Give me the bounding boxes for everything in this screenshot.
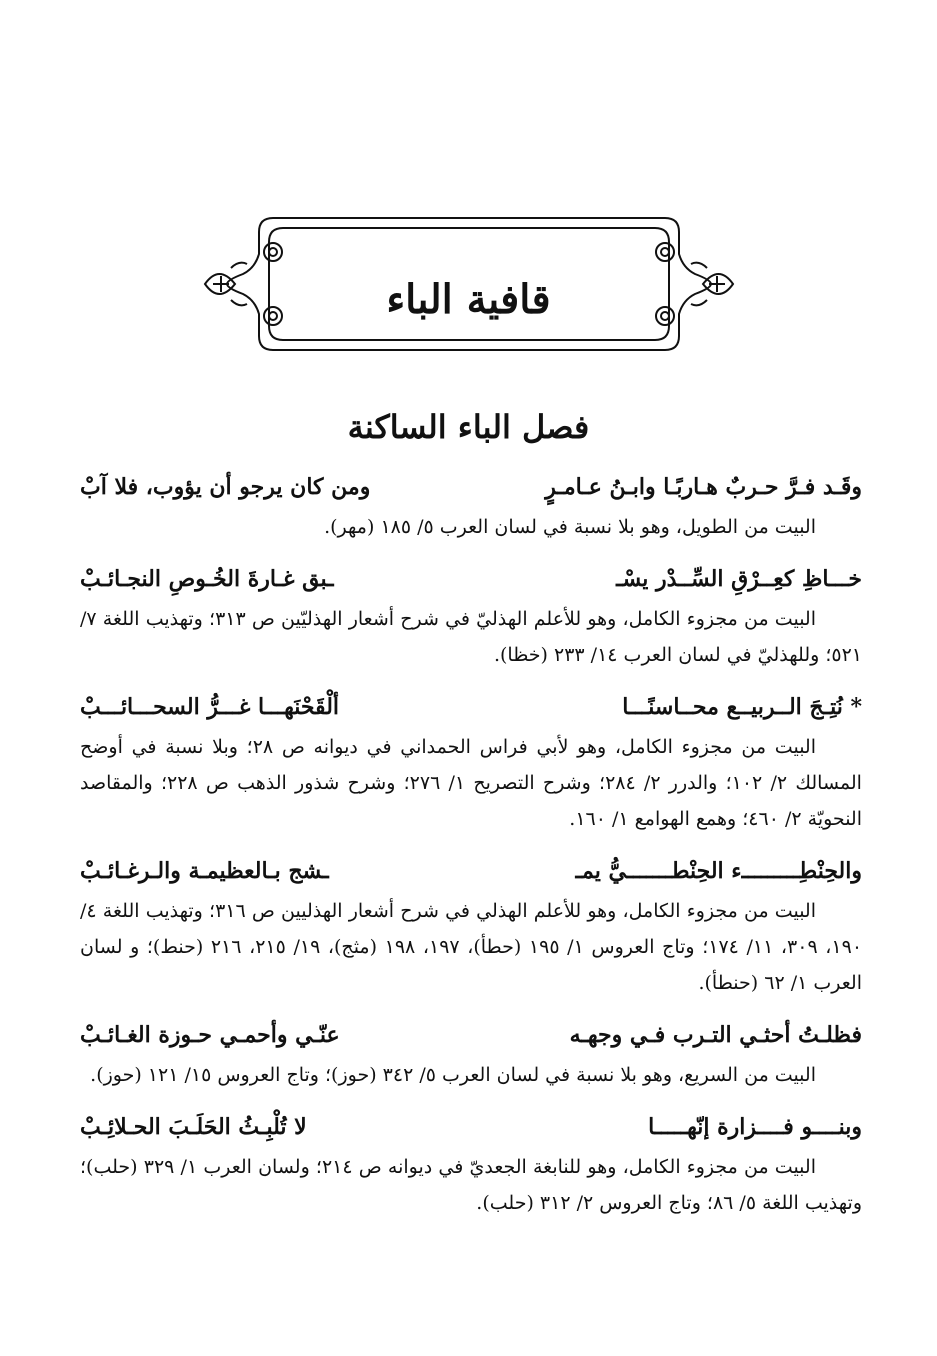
entry: [80, 557, 862, 673]
entry: [80, 849, 862, 1001]
entry: [80, 1013, 862, 1093]
entry: [80, 685, 862, 837]
verse-first-hemistich: فظلـتُ أحثـي التـرب فـي وجهـه: [569, 1022, 862, 1048]
verse-second-hemistich: ـشج بـالعظيمـة والـرغـائـبْ: [80, 858, 329, 884]
verse-second-hemistich: ومن كان يرجو أن يؤوب، فلا آبْ: [80, 474, 371, 500]
verse-second-hemistich: عنّـي وأحمـي حـوزة الغـائـبْ: [80, 1022, 340, 1048]
entry: [80, 1105, 862, 1221]
verse-note: البيت من مجزوء الكامل، وهو للأعلم الهذليّ في شرح أشعار الهذليّين ص ٣١٣؛ وتهذيب اللغة ٧/ ٥٢١؛ وللهذليّ في لسان العرب ١٤/ ٢٣٣ (خظا).: [80, 608, 862, 666]
verse-note: البيت من مجزوء الكامل، وهو لأبي فراس الحمداني في ديوانه ص ٢٨؛ وبلا نسبة في أوضح المسالك ٢/ ١٠٢؛ والدرر ٢/ ٢٨٤؛ وشرح التصريح ١/ ٢٧٦؛ وشرح شذور الذهب ص ٢٢٨؛ والمقاصد النحويّة ٢/ ٤٦٠؛ وهمع الهوامع ١/ ١٦٠.: [80, 736, 862, 830]
verse-first-hemistich: * نُتِـجَ الــربيــع محــاسنًـــا: [622, 694, 862, 720]
section-title: فصل الباء الساكنة: [347, 408, 590, 446]
verse-line: [80, 1013, 862, 1057]
verse-note: البيت من السريع، وهو بلا نسبة في لسان العرب ٥/ ٣٤٢ (حوز)؛ وتاج العروس ١٥/ ١٢١ (حوز).: [90, 1064, 816, 1086]
chapter-title: قافية الباء: [386, 276, 551, 323]
verse-first-hemistich: والحِنْطِـــــــــء الحِنْطـــــــيُّ يمـ: [575, 858, 862, 884]
entry: [80, 465, 862, 545]
verse-second-hemistich: لا تُلْبِـثُ الحَلَـبَ الحـلائِـبْ: [80, 1114, 307, 1140]
entries-list: [80, 465, 862, 1233]
verse-line: [80, 557, 862, 601]
verse-first-hemistich: خـــاظِ كعِــرْقِ السِّــدْر يسْـ: [616, 566, 862, 592]
verse-first-hemistich: وقَـد فـرَّ حـربٌ هـاربًـا وابـنُ عـامـرٍ: [545, 474, 862, 500]
verse-first-hemistich: وبنــــو فــــزارة إنّهـــــا: [648, 1114, 862, 1140]
verse-line: [80, 465, 862, 509]
verse-line: [80, 685, 862, 729]
verse-note: البيت من الطويل، وهو بلا نسبة في لسان العرب ٥/ ١٨٥ (مهر).: [324, 516, 816, 538]
verse-line: [80, 849, 862, 893]
verse-note: البيت من مجزوء الكامل، وهو للنابغة الجعديّ في ديوانه ص ٢١٤؛ ولسان العرب ١/ ٣٢٩ (حلب)؛ وتهذيب اللغة ٥/ ٨٦؛ وتاج العروس ٢/ ٣١٢ (حلب).: [80, 1156, 862, 1214]
verse-note: البيت من مجزوء الكامل، وهو للأعلم الهذلي في شرح أشعار الهذليين ص ٣١٦؛ وتهذيب اللغة ٤/ ١٩٠، ٣٠٩، ١١/ ١٧٤؛ وتاج العروس ١/ ١٩٥ (حطأ)، ١٩٧، ١٩٨ (مثج)، ١٩/ ٢١٥، ٢١٦ (حنط)؛ و لسان العرب ١/ ٦٢ (حنطأ).: [80, 900, 863, 994]
verse-second-hemistich: ـبق غـارةَ الخُـوصِ النجـائـبْ: [80, 566, 334, 592]
verse-second-hemistich: ألْقَحْنَهـــا غـــرُّ السحـــائـــبْ: [80, 694, 340, 720]
verse-line: [80, 1105, 862, 1149]
